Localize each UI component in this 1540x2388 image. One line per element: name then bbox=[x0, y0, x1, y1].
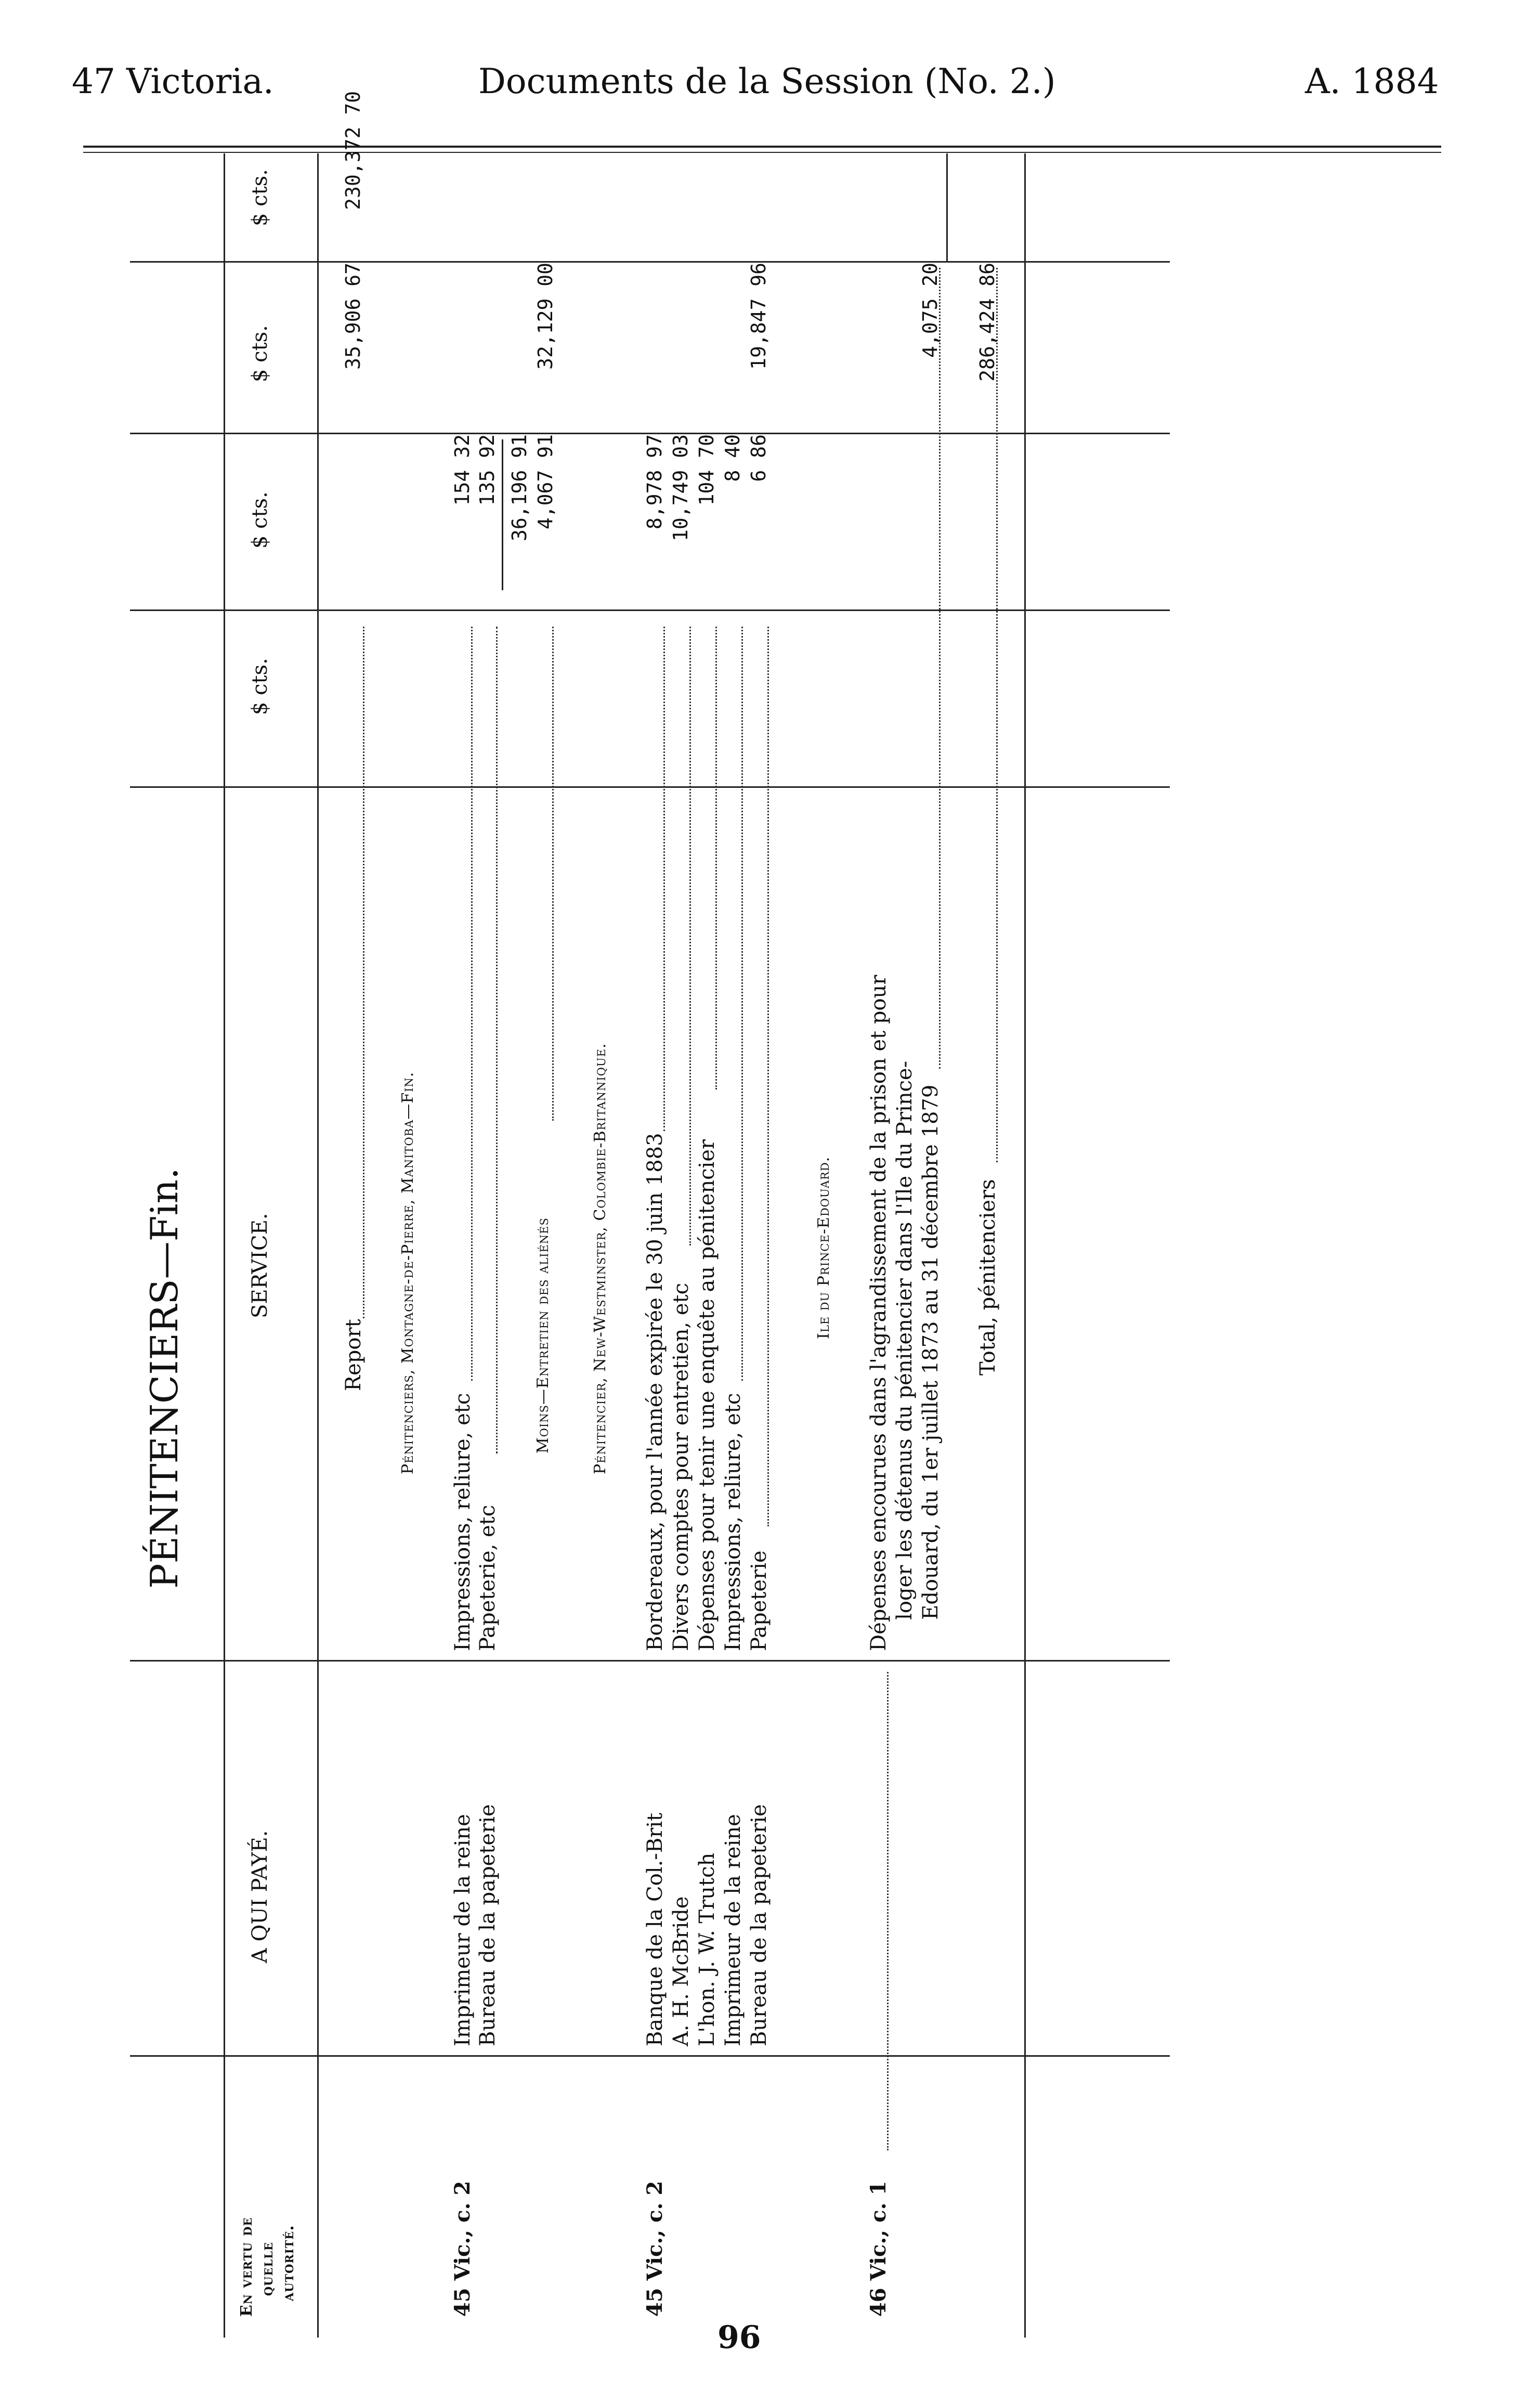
s1-row1-amount: 154 32 bbox=[451, 434, 474, 506]
header-left: 47 Victoria. bbox=[72, 61, 274, 101]
col-authority-line2: quelle bbox=[258, 2241, 277, 2296]
leader-dots bbox=[363, 627, 364, 1318]
s2-row2-payee: A. H. McBride bbox=[669, 1896, 693, 2046]
s1-row1-payee: Imprimeur de la reine bbox=[451, 1814, 475, 2046]
col-authority-line3: autorité. bbox=[279, 2225, 297, 2301]
header-bottom-rule bbox=[317, 153, 319, 2338]
grand-total-amount: 286,424 86 bbox=[976, 263, 999, 382]
leader-dots bbox=[496, 627, 498, 1453]
s2-row1-amount: 8,978 97 bbox=[643, 434, 666, 530]
col6-header: $ cts. bbox=[248, 169, 272, 226]
s1-row1-service: Impressions, reliure, etc bbox=[451, 1393, 475, 1651]
s1-less-amount: 4,067 91 bbox=[534, 434, 557, 530]
col5-header: $ cts. bbox=[248, 325, 272, 382]
col3-header: $ cts. bbox=[248, 658, 272, 715]
report-col5: 230,372 70 bbox=[342, 91, 364, 210]
report-col4: 35,906 67 bbox=[342, 263, 364, 370]
rule-1 bbox=[130, 2055, 1170, 2057]
total-rule bbox=[946, 153, 948, 263]
leader-dots bbox=[471, 627, 473, 1381]
s2-row3-service: Dépenses pour tenir une enquête au pénitencier bbox=[695, 1139, 719, 1651]
s1-subtotal: 36,196 91 bbox=[508, 434, 531, 541]
s3-service-line3: Edouard, du 1er juillet 1873 au 31 décembre 1879 bbox=[919, 1084, 943, 1620]
subtotal-rule bbox=[502, 439, 503, 590]
s3-service-line2: loger les détenus du pénitencier dans l'Ile du Prince- bbox=[893, 1060, 917, 1620]
s2-row5-amount: 6 86 bbox=[747, 434, 770, 482]
report-label: Report bbox=[342, 1319, 366, 1391]
header-center: Documents de la Session (No. 2.) bbox=[478, 61, 1056, 101]
s1-row2-amount: 135 92 bbox=[476, 434, 499, 506]
leader-dots bbox=[887, 1672, 889, 2150]
s3-service-line1: Dépenses encourues dans l'agrandissement de la prison et pour bbox=[867, 975, 891, 1651]
s2-row4-amount: 8 40 bbox=[721, 434, 744, 482]
section2-authority: 45 Vic., c. 2 bbox=[643, 2181, 667, 2317]
rule-4 bbox=[130, 609, 1170, 611]
s2-row5-service: Papeterie bbox=[747, 1550, 771, 1651]
s2-row4-payee: Imprimeur de la reine bbox=[721, 1814, 745, 2046]
s2-row2-amount: 10,749 03 bbox=[669, 434, 692, 541]
col4-header: $ cts. bbox=[248, 491, 272, 549]
s2-row3-amount: 104 70 bbox=[695, 434, 718, 506]
table-bottom-rule bbox=[1024, 153, 1026, 2338]
s2-row1-payee: Banque de la Col.-Brit bbox=[643, 1812, 667, 2046]
s1-row2-payee: Bureau de la papeterie bbox=[476, 1804, 500, 2046]
section1-authority: 45 Vic., c. 2 bbox=[450, 2181, 475, 2317]
header-rule bbox=[83, 146, 1441, 148]
grand-total-label: Total, pénitenciers bbox=[976, 1179, 1000, 1375]
leader-dots bbox=[715, 627, 717, 1089]
page-number: 96 bbox=[717, 2319, 761, 2356]
s2-row2-service: Divers comptes pour entretien, etc bbox=[669, 1283, 693, 1651]
rule-3 bbox=[130, 786, 1170, 788]
col-authority-line1: En vertu de bbox=[238, 2217, 256, 2317]
rule-2 bbox=[130, 1660, 1170, 1662]
s1-net: 32,129 00 bbox=[534, 263, 557, 370]
s1-less-label: Moins—Entretien des aliénés bbox=[534, 1217, 552, 1453]
leader-dots bbox=[741, 627, 743, 1381]
s2-row5-payee: Bureau de la papeterie bbox=[747, 1804, 771, 2046]
header-right: A. 1884 bbox=[1305, 61, 1439, 101]
rule-6 bbox=[130, 261, 1170, 263]
page-title: PÉNITENCIERS—Fin. bbox=[142, 1167, 186, 1589]
s2-row1-service: Bordereaux, pour l'année expirée le 30 juin 1883 bbox=[643, 1133, 667, 1651]
col-payee-header: A QUI PAYÉ. bbox=[248, 1830, 272, 1963]
col-service-header: SERVICE. bbox=[248, 1213, 272, 1318]
leader-dots bbox=[767, 627, 769, 1526]
s3-total: 4,075 20 bbox=[919, 263, 942, 358]
section3-authority: 46 Vic., c. 1 bbox=[866, 2181, 891, 2317]
ledger-table bbox=[130, 91, 1170, 2338]
section2-heading: Pénitencier, New-Westminster, Colombie-Britannique. bbox=[591, 1043, 609, 1474]
leader-dots bbox=[552, 627, 554, 1121]
leader-dots bbox=[689, 627, 691, 1245]
s1-row2-service: Papeterie, etc bbox=[476, 1504, 500, 1651]
header-top-rule bbox=[224, 153, 225, 2338]
leader-dots bbox=[663, 627, 665, 1131]
s2-row4-service: Impressions, reliure, etc bbox=[721, 1393, 745, 1651]
header-rule-thin bbox=[83, 152, 1441, 153]
s2-row3-payee: L'hon. J. W. Trutch bbox=[695, 1852, 719, 2046]
section3-heading: Ile du Prince-Edouard. bbox=[815, 1156, 833, 1339]
section1-heading: Pénitenciers, Montagne-de-Pierre, Manitoba—Fin. bbox=[399, 1071, 417, 1474]
s2-total: 19,847 96 bbox=[747, 263, 770, 370]
